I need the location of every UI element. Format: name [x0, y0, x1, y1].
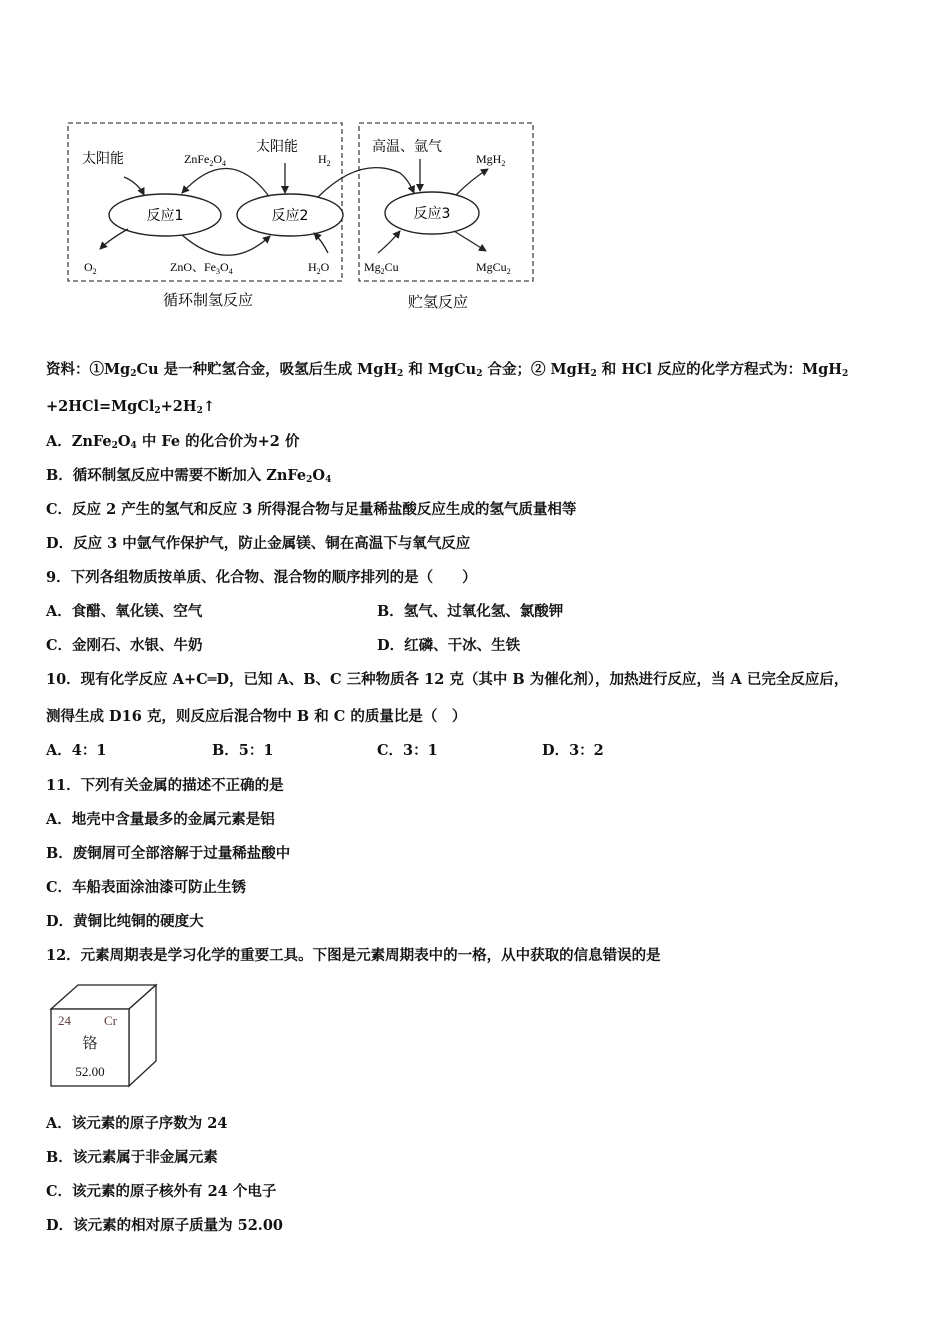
- atomic-number: 24: [58, 1013, 71, 1028]
- element-name: 铬: [82, 1034, 98, 1052]
- q12-option-d: D．该元素的相对原子质量为 52.00: [46, 1217, 284, 1234]
- q10-option-a: A．4：1: [46, 742, 107, 759]
- q12-option-b: B．该元素属于非金属元素: [46, 1149, 218, 1166]
- arrow-r1-to-o2: [100, 229, 128, 249]
- q11-option-b: B．废铜屑可全部溶解于过量稀盐酸中: [46, 845, 291, 862]
- arrow-solar-to-r1: [124, 177, 144, 195]
- arrow-r3-to-mgcu2: [454, 231, 486, 251]
- mg2cu-label: $Mg_2Cu$: [364, 260, 399, 276]
- atomic-mass: 52.00: [75, 1064, 105, 1079]
- solar-label-2: 太阳能: [256, 139, 298, 155]
- reaction3-label: 反应3: [413, 206, 451, 222]
- reaction-diagram: [60, 115, 540, 315]
- q9-option-c: C．金刚石、水银、牛奶: [46, 637, 203, 654]
- q12-option-a: A．该元素的原子序数为 24: [46, 1115, 228, 1132]
- cycle-group-label: 循环制氢反应: [162, 291, 254, 309]
- q10-option-c: C．3：1: [377, 742, 438, 759]
- mgcu2-label: MgCu$_2$: [476, 260, 511, 276]
- material-line-1: 资料：$①Mg_2Cu$ 是一种贮氢合金，吸氢后生成 MgH$_2$ 和 MgCu$_2$ 合金；② MgH$_2$ 和 HCl 反应的化学方程式为：MgH$_2$: [46, 361, 849, 379]
- h2o-label: $H_2O$: [308, 260, 330, 276]
- q10-option-b: B．5：1: [212, 742, 274, 759]
- q11-option-a: A．地壳中含量最多的金属元素是铝: [46, 811, 275, 828]
- arrow-r1-to-r2-bottom: [182, 235, 270, 255]
- q8-option-d: D．反应 3 中氩气作保护气，防止金属镁、铜在高温下与氧气反应: [46, 535, 471, 552]
- solar-label-1: 太阳能: [82, 151, 124, 167]
- znfe2o4-label: $ZnFe_2O_4$: [184, 152, 227, 168]
- q11-option-c: C．车船表面涂油漆可防止生锈: [46, 879, 247, 896]
- q8-option-c: C．反应 2 产生的氢气和反应 3 所得混合物与足量稀盐酸反应生成的氢气质量相等: [46, 501, 577, 518]
- q9-option-b: B．氢气、过氧化氢、氯酸钾: [377, 603, 564, 620]
- q10-stem-line-1: 10．现有化学反应 A+C═D，已知 A、B、C 三种物质各 12 克（其中 B 为催化剂），加热进行反应，当 A 已完全反应后，: [46, 671, 849, 688]
- q11-option-d: D．黄铜比纯铜的硬度大: [46, 913, 204, 930]
- arrow-r2-to-r1-top: [182, 168, 268, 195]
- high-temp-argon-label: 高温、氩气: [372, 139, 442, 155]
- arrow-r2-to-r3-h2: [318, 168, 414, 197]
- zno-fe3o4-label: ZnO、$Fe_3O_4$: [170, 260, 233, 276]
- q12-option-c: C．该元素的原子核外有 24 个电子: [46, 1183, 277, 1200]
- arrow-mg2cu-to-r3: [378, 231, 400, 253]
- q9-option-d: D．红磷、干冰、生铁: [377, 637, 521, 654]
- q12-stem: 12．元素周期表是学习化学的重要工具。下图是元素周期表中的一格，从中获取的信息错误的是: [46, 947, 661, 964]
- storage-group-label: 贮氢反应: [407, 293, 469, 311]
- material-line-2: $+2HCl=MgCl_2+2H_2↑$: [46, 398, 216, 416]
- q9-option-a: A．食醋、氧化镁、空气: [46, 603, 203, 620]
- reaction1-label: 反应1: [146, 208, 184, 224]
- q8-option-b: B．循环制氢反应中需要不断加入 $ZnFe_2O_4$: [46, 467, 332, 485]
- q10-stem-line-2: 测得生成 D16 克，则反应后混合物中 B 和 C 的质量比是（ ）: [46, 708, 467, 725]
- q8-option-a: A．$ZnFe_2O_4$ 中 Fe 的化合价为+2 价: [46, 433, 300, 451]
- mgh2-label: MgH$_2$: [476, 152, 506, 168]
- q10-option-d: D．3：2: [542, 742, 604, 759]
- arrow-h2o-to-r2: [314, 233, 328, 253]
- periodic-table-cell: [48, 982, 160, 1090]
- q9-stem: 9．下列各组物质按单质、化合物、混合物的顺序排列的是（ ）: [46, 569, 477, 586]
- q11-stem: 11．下列有关金属的描述不正确的是: [46, 777, 284, 794]
- arrow-r3-to-mgh2: [456, 169, 488, 195]
- o2-label: $O_2$: [84, 260, 97, 276]
- h2-label: $H_2$: [318, 152, 331, 168]
- element-symbol: Cr: [104, 1013, 117, 1028]
- reaction2-label: 反应2: [271, 208, 309, 224]
